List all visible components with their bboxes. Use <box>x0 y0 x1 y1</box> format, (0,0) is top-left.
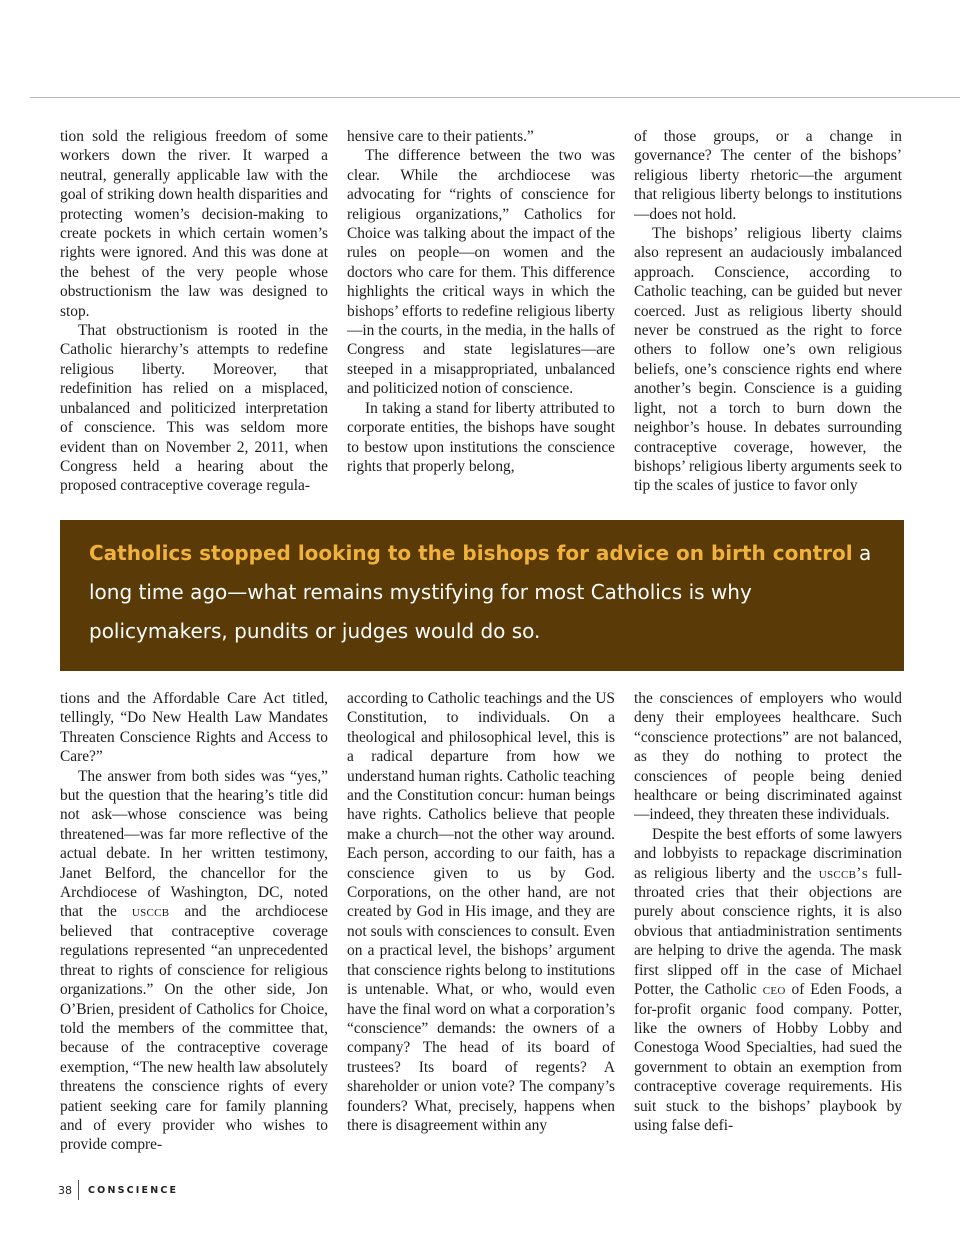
article-column-1 <box>60 127 328 496</box>
paragraph <box>60 767 328 1155</box>
article-column-4 <box>60 689 328 1155</box>
article-column-3 <box>634 127 902 496</box>
article-column-2 <box>347 127 615 476</box>
paragraph: of those groups, or a change in governance? The center of the bishops’ religious liberty rhetoric—the argument that religious liberty belongs to institutions—does not hold. <box>634 128 902 223</box>
text-run: full-throated cries that their objections are purely about conscience rights, it is also obvious that antiadministration sentiments are helping to drive the agenda. The mask first slipped off in the case of Michael Potter, the Catholic <box>634 864 902 999</box>
article-column-6 <box>634 689 902 1135</box>
page-footer <box>58 1179 178 1201</box>
text-run: Despite the best efforts of some lawyers and lobbyists to repackage discrimination as religious liberty and the <box>634 825 902 882</box>
acronym-usccb: usccb <box>131 903 170 921</box>
page-number: 38 <box>58 1183 72 1197</box>
acronym-ceo: ceo <box>762 981 786 999</box>
text-run: of Eden Foods, a for-profit organic food company. Potter, like the owners of Hobby Lobby and Conestoga Wood Specialties, had sued the government to obtain an exemption from contraceptive coverage requirements. His suit stuck to the bishops’ playbook by using false defi- <box>634 981 902 1134</box>
article-column-5 <box>347 689 615 1135</box>
paragraph: The bishops’ religious liberty claims also represent an audaciously imbalanced approach. Conscience, according to Catholic teaching, can be guided but never coerced. Just as religious liberty should never be construed as the right to force others to follow one’s own religious beliefs, one’s conscience rights end where another’s begin. Conscience is a guiding light, not a torch to burn down the neighbor’s house. In debates surrounding contraceptive coverage, however, the bishops’ religious liberty arguments seek to tip the scales of justice to favor only <box>634 225 902 495</box>
top-rule <box>30 97 960 98</box>
paragraph: tion sold the religious freedom of some workers down the river. It warped a neutral, generally applicable law with the goal of striking down health disparities and protecting women’s decision-making to create pockets in which certain women’s rights were ignored. And this was done at the behest of the very people whose obstructionism the law was designed to stop. <box>60 128 328 320</box>
paragraph: according to Catholic teachings and the US Constitution, to individuals. On a theological and philosophical level, this is a radical departure from how we understand human rights. Catholic teaching and the Constitution concur: human beings have rights. Catholics believe that people make a church—not the other way around. Each person, according to our faith, has a conscience given to us by God. Corporations, on the other hand, are not created by God in His image, and they are not souls with consciences to consult. Even on a practical level, the bishops’ argument that conscience rights belong to institutions is untenable. What, or who, would even have the final word on what a corporation’s “conscience” demands: the owners of a company? The head of its board of trustees? Its board of regents? A shareholder or union vote? The company’s founders? What, precisely, happens when there is disagreement within any <box>347 690 615 1134</box>
pull-quote <box>60 520 904 671</box>
text-run: The answer from both sides was “yes,” but the question that the hearing’s title did not ask—whose conscience was being threatened—was far more reflective of the actual debate. In her written testimony, Janet Belford, the chancellor for the Archdiocese of Washington, DC, noted that the <box>60 767 328 921</box>
section-title: CONSCIENCE <box>88 1184 179 1196</box>
paragraph: That obstructionism is rooted in the Catholic hierarchy’s attempts to redefine religious liberty. Moreover, that redefinition has relied on a misplaced, unbalanced and politicized interpretation of conscience. This was seldom more evident than on November 2, 2011, when Congress held a hearing about the proposed contraceptive coverage regula- <box>60 322 328 495</box>
paragraph: tions and the Affordable Care Act titled, tellingly, “Do New Health Law Mandates Threaten Conscience Rights and Access to Care?” <box>60 690 328 766</box>
pull-quote-text: a long time ago—what remains mystifying for most Catholics is why policymakers, pundits or judges would do so. <box>89 541 872 643</box>
paragraph: hensive care to their patients.” <box>347 128 534 145</box>
text-run: and the archdiocese believed that contraceptive coverage regulations represented “an unprecedented threat to rights of conscience for religious organizations.” On the other side, Jon O’Brien, president of Catholics for Choice, told the members of the committee that, because of the contraceptive coverage exemption, “The new health law absolutely threatens the conscience rights of every patient seeking care for family planning and of every provider who wishes to provide compre- <box>60 903 329 1154</box>
paragraph: In taking a stand for liberty attributed to corporate entities, the bishops have sought to bestow upon institutions the conscience rights that properly belong, <box>347 399 615 475</box>
paragraph <box>634 825 902 1136</box>
acronym-usccb: usccb’s <box>818 864 869 882</box>
pull-quote-highlight: Catholics stopped looking to the bishops for advice on birth control <box>89 541 853 565</box>
paragraph: the consciences of employers who would deny their employees healthcare. Such “conscience protections” are not balanced, as they do nothing to protect the consciences of people being denied healthcare or being discriminated against—indeed, they threaten these individuals. <box>634 690 902 824</box>
paragraph: The difference between the two was clear. While the archdiocese was advocating for “rights of conscience for religious organizations,” Catholics for Choice was talking about the impact of the rules on people—on women and the doctors who care for them. This difference highlights the critical ways in which the bishops’ efforts to redefine religious liberty—in the courts, in the media, in the halls of Congress and state legislatures—are steeped in a misappropriated, unbalanced and politicized notion of conscience. <box>347 147 615 398</box>
